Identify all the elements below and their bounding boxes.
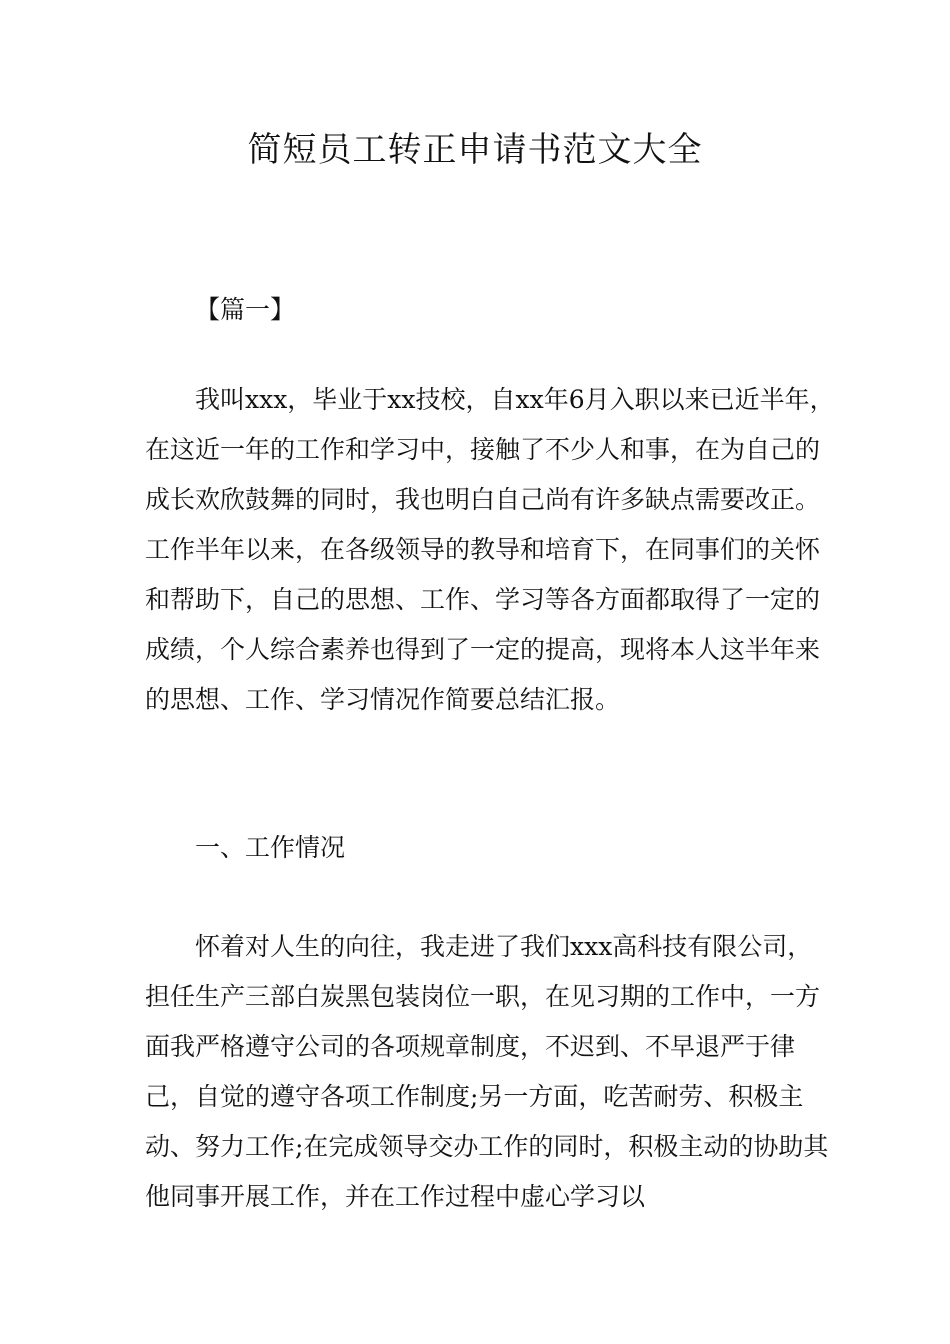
document-title: 简短员工转正申请书范文大全 [247, 130, 703, 170]
section-label: 【篇一】 [195, 295, 296, 324]
section-heading-work: 一、工作情况 [195, 833, 346, 862]
paragraph-work: 怀着对人生的向往，我走进了我们xxx高科技有限公司，担任生产三部白炭黑包装岗位一职，在见习期的工作中，一方面我严格遵守公司的各项规章制度，不迟到、不早退严于律己，自觉的遵守各项工作制度;另一方面，吃苦耐劳、积极主动、努力工作;在完成领导交办工作的同时，积极主动的协助其他同事开展工作，并在工作过程中虚心学习以 [145, 932, 829, 1211]
paragraph-intro: 我叫xxx，毕业于xx技校，自xx年6月入职以来已近半年，在这近一年的工作和学习中，接触了不少人和事，在为自己的成长欢欣鼓舞的同时，我也明白自己尚有许多缺点需要改正。工作半年以来，在各级领导的教导和培育下，在同事们的关怀和帮助下，自己的思想、工作、学习等各方面都取得了一定的成绩，个人综合素养也得到了一定的提高，现将本人这半年来的思想、工作、学习情况作简要总结汇报。 [145, 385, 835, 714]
